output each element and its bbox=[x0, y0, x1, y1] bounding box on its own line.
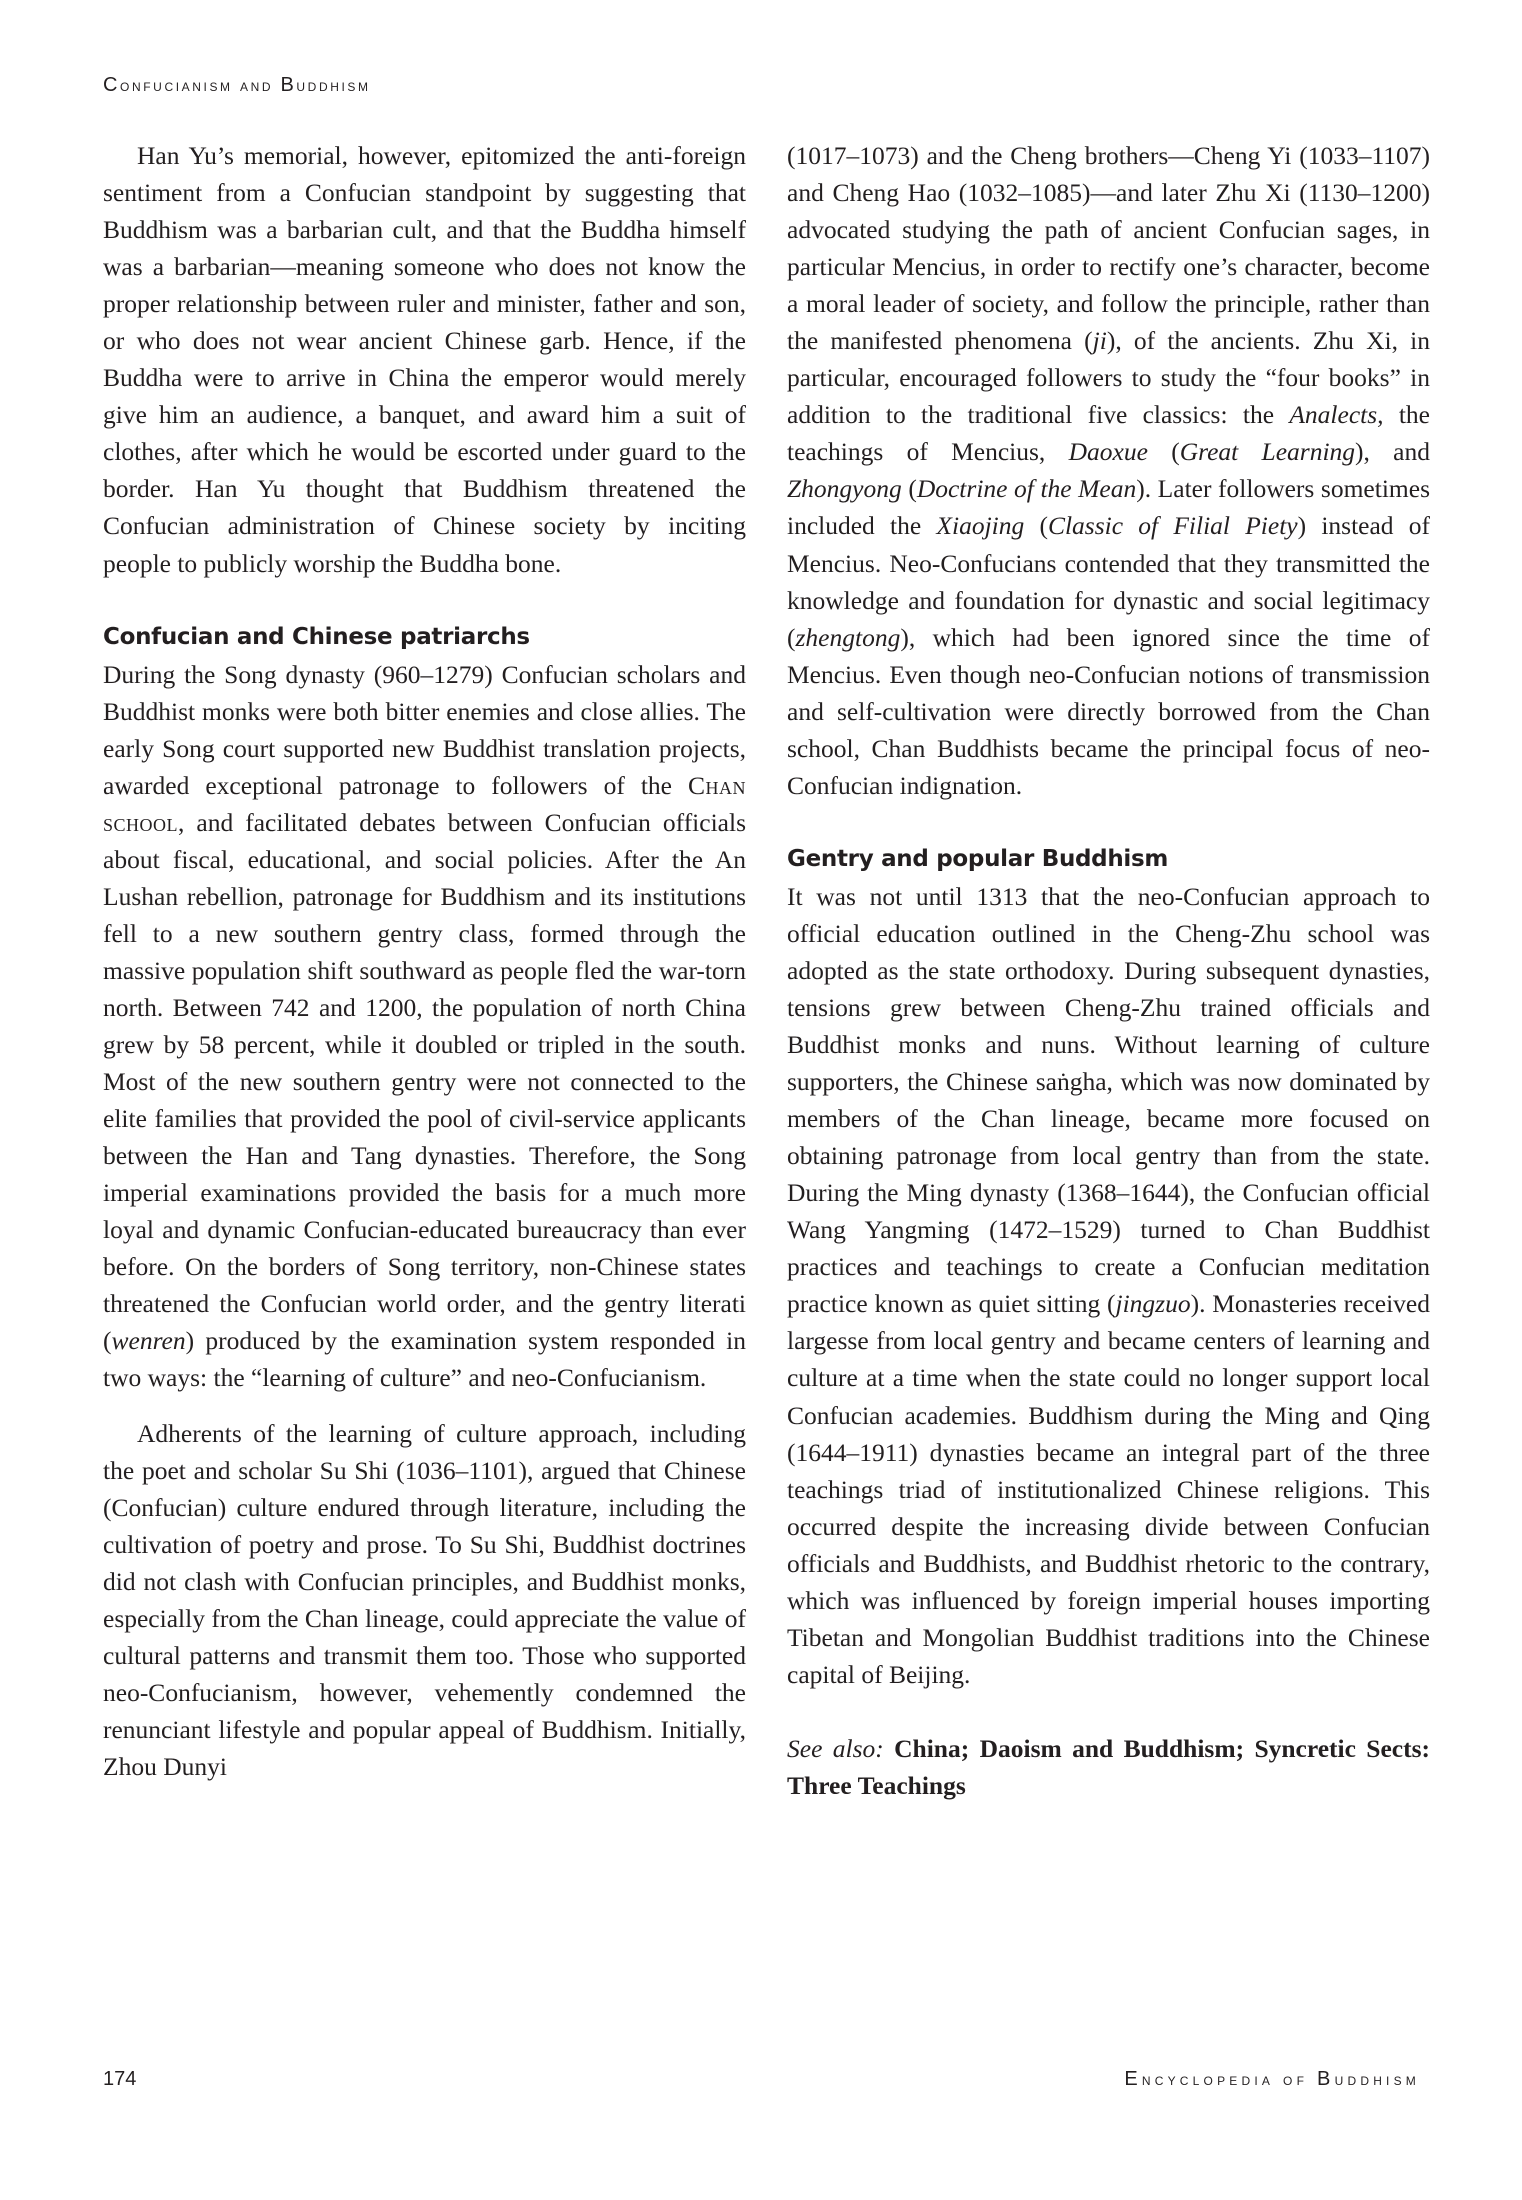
see-also-label: See also: bbox=[787, 1733, 884, 1763]
running-head-initial: B bbox=[280, 74, 297, 96]
paragraph-learning-of-culture bbox=[103, 1415, 746, 1785]
paragraph-text: , and facilitated debates between Confucian officials about fiscal, educational, and social policies. After the An Lushan rebellion, patronage for Buddhism and its institutions fell to a new southern gentry class, formed through the massive population shift southward as people fled the war-torn north. Between 742 and 1200, the population of north China grew by 58 percent, while it doubled or tripled in the south. Most of the new southern gentry were not connected to the elite families that provided the pool of civil-service applicants between the Han and Tang dynasties. Therefore, the Song imperial examinations provided the basis for a much more loyal and dynamic Confucian-educated bureaucracy than ever before. On the borders of Song territory, non-Chinese states threatened the Confucian world order, and the gentry literati ( bbox=[103, 807, 746, 1356]
spacer bbox=[103, 582, 746, 619]
term-wenren: wenren bbox=[111, 1326, 186, 1356]
spacer bbox=[787, 804, 1430, 841]
footer-text: uddhism bbox=[1334, 2070, 1420, 2089]
see-also-link-daoism-and-buddhism[interactable]: Daoism and Buddhism bbox=[979, 1733, 1236, 1763]
paragraph-text: the teachings of Mencius, bbox=[787, 400, 1430, 467]
paragraph-neo-confucians bbox=[787, 137, 1430, 804]
paragraph-text: ) produced by the examination system responded in two ways: the “learning of culture” and neo-Confucianism. bbox=[103, 1326, 746, 1393]
paragraph-text: ) instead of Mencius. Neo-Confucians contended that they transmitted the knowledge and foundation for dynastic and social legitimacy ( bbox=[787, 511, 1431, 652]
section-heading-confucian-patriarchs: Confucian and Chinese patriarchs bbox=[103, 623, 530, 650]
paragraph-text: ), and bbox=[1355, 437, 1430, 467]
running-head-initial: C bbox=[103, 74, 121, 96]
page-number: 174 bbox=[103, 2068, 137, 2090]
see-also-link-china[interactable]: China bbox=[894, 1733, 961, 1763]
title-xiaojing: Xiaojing bbox=[936, 511, 1025, 541]
running-head-text: onfucianism bbox=[120, 76, 233, 95]
title-analects: Analects, bbox=[1289, 400, 1384, 430]
paragraph-song-dynasty bbox=[103, 656, 746, 1397]
term-jingzuo: jingzuo bbox=[1115, 1289, 1191, 1319]
footer-book-title bbox=[1124, 2068, 1420, 2091]
paragraph-text: ), which had been ignored since the time of Mencius. Even though neo-Confucian notions of transmission and self-cultivation were directly borrowed from the Chan school, Chan Buddhists became the principal focus of neo-Confucian indignation. bbox=[787, 622, 1430, 800]
see-also-separator: ; bbox=[1235, 1733, 1255, 1763]
running-head-text: uddhism bbox=[296, 76, 371, 95]
paragraph-text: (1017–1073) and the Cheng brothers—Cheng Yi (1033–1107) and Cheng Hao (1032–1085)—and later Zhu Xi (1130–1200) advocated studying the path of ancient Confucian sages, in particular Mencius, in order to rectify one’s character, become a moral leader of society, and follow the principle, rather than the manifested phenomena ( bbox=[787, 141, 1430, 356]
title-great-learning: Great Learning bbox=[1179, 437, 1356, 467]
left-column bbox=[103, 137, 746, 1785]
spacer bbox=[787, 1693, 1430, 1730]
see-also-separator: ; bbox=[960, 1733, 980, 1763]
right-column bbox=[787, 137, 1430, 1804]
spacer bbox=[103, 1397, 746, 1415]
title-classic-of-filial-piety: Classic of Filial Piety bbox=[1047, 511, 1298, 541]
paragraph-text: Adherents of the learning of culture approach, including the poet and scholar Su Shi (1036–1101), argued that Chinese (Confucian) culture endured through literature, including the cultivation of poetry and prose. To Su Shi, Buddhist doctrines did not clash with Confucian principles, and Buddhist monks, especially from the Chan lineage, could appreciate the value of cultural patterns and transmit them too. Those who supported neo-Confucianism, however, vehemently condemned the renunciant lifestyle and popular appeal of Buddhism. Initially, Zhou Dunyi bbox=[103, 1418, 746, 1781]
term-zhengtong: zhengtong bbox=[795, 622, 901, 652]
term-ji: ji bbox=[1092, 326, 1107, 356]
paragraph-text: Han Yu’s memorial, however, epitomized the anti-foreign sentiment from a Confucian standpoint by suggesting that Buddhism was a barbarian cult, and that the Buddha himself was a barbarian—meaning someone who does not know the proper relationship between ruler and minister, father and son, or who does not wear ancient Chinese garb. Hence, if the Buddha were to arrive in China the emperor would merely give him an audience, a banquet, and award him a suit of clothes, after which he would be escorted under guard to the border. Han Yu thought that Buddhism threatened the Confucian administration of Chinese society by inciting people to publicly worship the Buddha bone. bbox=[103, 141, 746, 578]
crossref-chan-school[interactable]: Chan school bbox=[103, 770, 746, 837]
footer-text: of bbox=[1283, 2070, 1309, 2089]
see-also bbox=[787, 1730, 1430, 1804]
see-also-link-syncretic-sects[interactable]: Syncretic Sects: Three Teachings bbox=[787, 1733, 1431, 1800]
paragraph-text: ). Monasteries received largesse from local gentry and became centers of learning and culture at a time when the state could no longer support local Confucian academies. Buddhism during the Ming and Qing (1644–1911) dynasties became an integral part of the three teachings triad of institutionalized Chinese religions. This occurred despite the increasing divide between Confucian officials and Buddhists, and Buddhist rhetoric to the contrary, which was influenced by foreign imperial houses importing Tibetan and Mongolian Buddhist traditions into the Chinese capital of Beijing. bbox=[787, 1289, 1430, 1689]
paragraph-han-yu bbox=[103, 137, 746, 582]
footer-text: ncyclopedia bbox=[1141, 2070, 1275, 2089]
section-heading-gentry-popular-buddhism: Gentry and popular Buddhism bbox=[787, 845, 1169, 872]
paragraph-text: ( bbox=[1024, 511, 1048, 541]
paragraph-text: ( bbox=[1147, 437, 1180, 467]
paragraph-text: ( bbox=[901, 474, 917, 504]
paragraph-text: During the Song dynasty (960–1279) Confucian scholars and Buddhist monks were both bitter enemies and close allies. The early Song court supported new Buddhist translation projects, awarded exceptional patronage to followers of the bbox=[103, 659, 746, 800]
footer-initial: B bbox=[1317, 2068, 1335, 2090]
paragraph-gentry bbox=[787, 878, 1430, 1693]
title-doctrine-of-the-mean: Doctrine of the Mean bbox=[916, 474, 1137, 504]
title-daoxue: Daoxue bbox=[1068, 437, 1148, 467]
title-zhongyong: Zhongyong bbox=[787, 474, 902, 504]
paragraph-text: ). Later followers sometimes included the bbox=[787, 474, 1430, 541]
running-head bbox=[103, 74, 371, 97]
paragraph-text: ), of the ancients. Zhu Xi, in particular, encouraged followers to study the “four books” in addition to the traditional five classics: the bbox=[787, 326, 1430, 430]
paragraph-text: It was not until 1313 that the neo-Confucian approach to official education outlined in the Cheng-Zhu school was adopted as the state orthodoxy. During subsequent dynasties, tensions grew between Cheng-Zhu trained officials and Buddhist monks and nuns. Without learning of culture supporters, the Chinese saṅgha, which was now dominated by members of the Chan lineage, became more focused on obtaining patronage from local gentry than from the state. During the Ming dynasty (1368–1644), the Confucian official Wang Yangming (1472–1529) turned to Chan Buddhist practices and teachings to create a Confucian meditation practice known as quiet sitting ( bbox=[787, 881, 1430, 1319]
running-head-text: and bbox=[239, 76, 274, 95]
footer-initial: E bbox=[1124, 2068, 1142, 2090]
